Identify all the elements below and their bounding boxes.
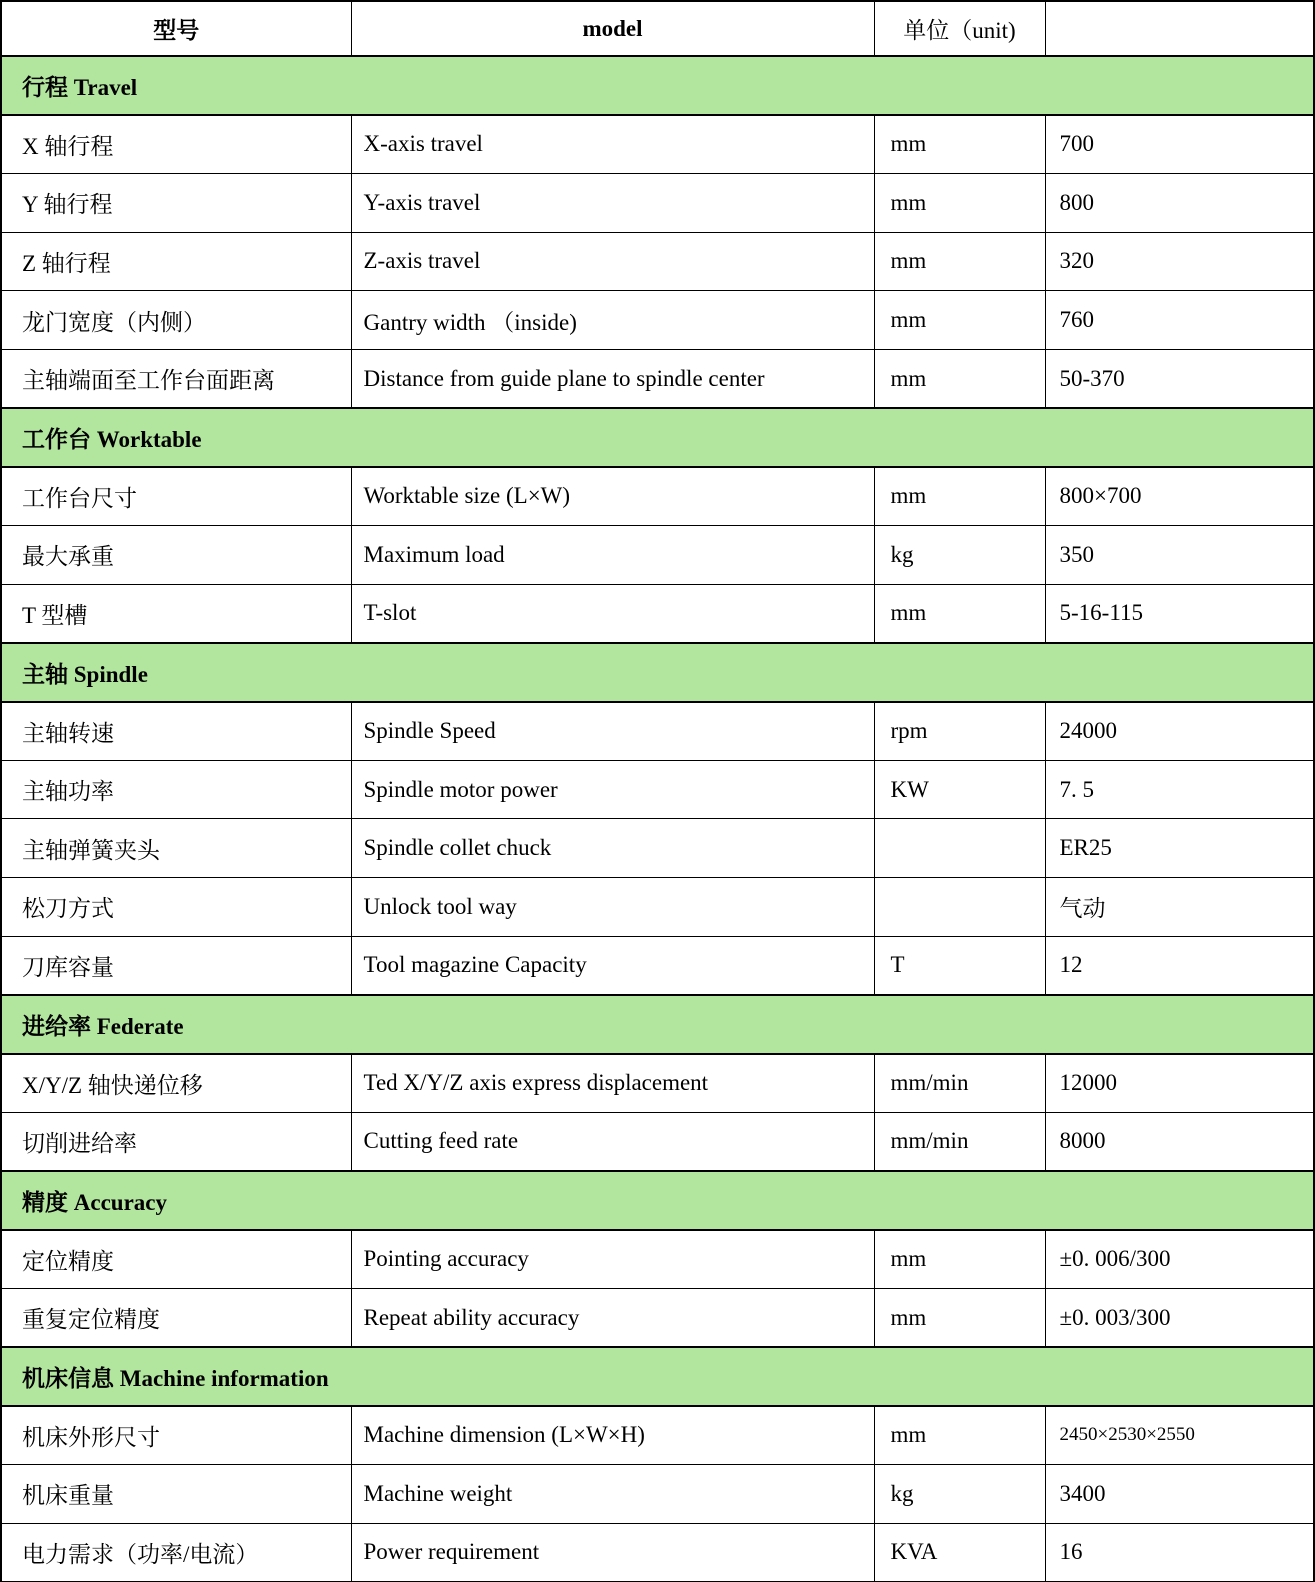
cell-value: 50-370 [1045,349,1314,408]
table-header-row [1,1,1314,56]
spec-row [1,936,1314,995]
section-header-row [1,56,1314,115]
spec-row [1,1523,1314,1582]
cell-unit: T [874,936,1045,995]
cell-name-en: Distance from guide plane to spindle center [351,349,874,408]
cell-name-en: Spindle Speed [351,702,874,761]
spec-row [1,1054,1314,1113]
cell-unit: mm [874,349,1045,408]
cell-value: 760 [1045,291,1314,350]
cell-name-cn: T 型槽 [1,584,351,643]
cell-unit: mm [874,1288,1045,1347]
section-header-row [1,1347,1314,1406]
cell-name-cn: 重复定位精度 [1,1288,351,1347]
section-title: 主轴 Spindle [1,643,1314,702]
cell-name-en: Ted X/Y/Z axis express displacement [351,1054,874,1113]
cell-name-cn: 主轴转速 [1,702,351,761]
cell-name-cn: 工作台尺寸 [1,467,351,526]
spec-row [1,1406,1314,1465]
cell-name-cn: 刀库容量 [1,936,351,995]
cell-name-cn: Z 轴行程 [1,232,351,291]
cell-value: 2450×2530×2550 [1045,1406,1314,1465]
cell-value: 5-16-115 [1045,584,1314,643]
cell-name-en: Cutting feed rate [351,1112,874,1171]
spec-row [1,1112,1314,1171]
cell-name-cn: 切削进给率 [1,1112,351,1171]
section-header-row [1,408,1314,467]
section-header-row [1,1171,1314,1230]
cell-name-en: Pointing accuracy [351,1230,874,1289]
cell-name-en: Spindle motor power [351,760,874,819]
spec-row [1,173,1314,232]
cell-value: 7. 5 [1045,760,1314,819]
spec-row [1,1465,1314,1524]
cell-name-en: Spindle collet chuck [351,819,874,878]
cell-unit: KVA [874,1523,1045,1582]
header-model-en: model [351,1,874,56]
spec-row [1,584,1314,643]
cell-value: 3400 [1045,1465,1314,1524]
cell-name-cn: 主轴功率 [1,760,351,819]
cell-unit: mm [874,1406,1045,1465]
header-model-cn: 型号 [1,1,351,56]
spec-row [1,702,1314,761]
header-unit: 单位（unit) [874,1,1045,56]
cell-value: 气动 [1045,878,1314,937]
spec-row [1,467,1314,526]
cell-value: 800 [1045,173,1314,232]
cell-name-en: T-slot [351,584,874,643]
cell-name-en: Machine dimension (L×W×H) [351,1406,874,1465]
cell-unit: mm [874,584,1045,643]
spec-row [1,526,1314,585]
cell-unit: mm/min [874,1112,1045,1171]
cell-value: 8000 [1045,1112,1314,1171]
section-title: 行程 Travel [1,56,1314,115]
cell-value: 800×700 [1045,467,1314,526]
cell-value: ER25 [1045,819,1314,878]
cell-name-cn: 龙门宽度（内侧） [1,291,351,350]
cell-name-en: Machine weight [351,1465,874,1524]
header-value-column [1045,1,1314,56]
cell-value: 16 [1045,1523,1314,1582]
section-title: 机床信息 Machine information [1,1347,1314,1406]
cell-unit: rpm [874,702,1045,761]
section-header-row [1,995,1314,1054]
cell-name-en: Repeat ability accuracy [351,1288,874,1347]
cell-name-cn: 松刀方式 [1,878,351,937]
cell-name-cn: X/Y/Z 轴快递位移 [1,1054,351,1113]
section-title: 工作台 Worktable [1,408,1314,467]
cell-name-en: Y-axis travel [351,173,874,232]
cell-name-cn: Y 轴行程 [1,173,351,232]
spec-row [1,349,1314,408]
cell-value: 700 [1045,115,1314,174]
cell-unit: mm [874,291,1045,350]
cell-unit: mm [874,173,1045,232]
cell-name-cn: X 轴行程 [1,115,351,174]
cell-name-cn: 机床重量 [1,1465,351,1524]
spec-row [1,1288,1314,1347]
section-title: 进给率 Federate [1,995,1314,1054]
cell-name-en: Maximum load [351,526,874,585]
cell-name-en: Gantry width （inside) [351,291,874,350]
cell-unit: mm [874,467,1045,526]
spec-row [1,878,1314,937]
section-title: 精度 Accuracy [1,1171,1314,1230]
cell-unit: mm [874,1230,1045,1289]
cell-name-cn: 电力需求（功率/电流） [1,1523,351,1582]
cell-name-cn: 机床外形尺寸 [1,1406,351,1465]
cell-unit [874,878,1045,937]
cell-name-en: Power requirement [351,1523,874,1582]
cell-name-cn: 主轴弹簧夹头 [1,819,351,878]
cell-value: 12 [1045,936,1314,995]
cell-unit: KW [874,760,1045,819]
cell-value: 12000 [1045,1054,1314,1113]
spec-row [1,1230,1314,1289]
cell-value: ±0. 003/300 [1045,1288,1314,1347]
cell-name-cn: 主轴端面至工作台面距离 [1,349,351,408]
cell-unit: mm [874,232,1045,291]
cell-name-cn: 定位精度 [1,1230,351,1289]
cell-name-en: Worktable size (L×W) [351,467,874,526]
section-header-row [1,643,1314,702]
cell-name-en: Unlock tool way [351,878,874,937]
cell-name-en: Z-axis travel [351,232,874,291]
cell-value: 320 [1045,232,1314,291]
cell-unit: kg [874,526,1045,585]
cell-name-en: Tool magazine Capacity [351,936,874,995]
cell-value: 24000 [1045,702,1314,761]
spec-row [1,819,1314,878]
cell-unit: mm/min [874,1054,1045,1113]
cell-name-cn: 最大承重 [1,526,351,585]
cell-value: ±0. 006/300 [1045,1230,1314,1289]
spec-row [1,291,1314,350]
spec-row [1,115,1314,174]
cell-unit [874,819,1045,878]
cell-unit: kg [874,1465,1045,1524]
spec-row [1,760,1314,819]
cell-unit: mm [874,115,1045,174]
cell-value: 350 [1045,526,1314,585]
spec-row [1,232,1314,291]
cell-name-en: X-axis travel [351,115,874,174]
